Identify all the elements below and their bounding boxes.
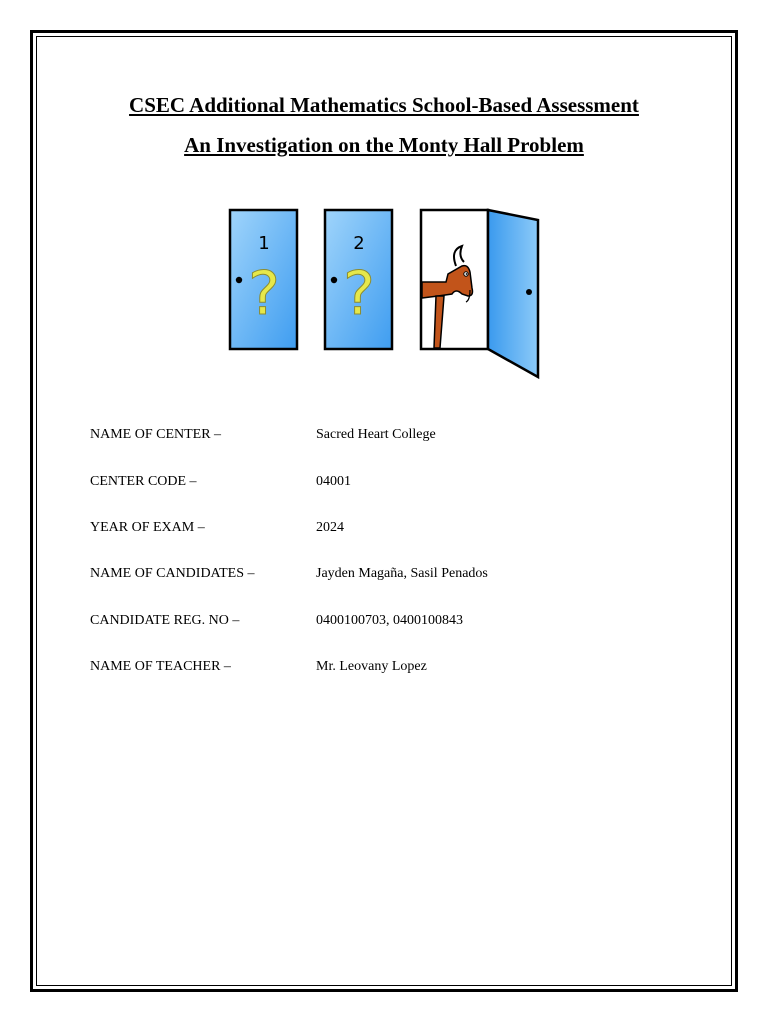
teacher-label: NAME OF TEACHER – bbox=[90, 659, 231, 674]
exam-year-label: YEAR OF EXAM – bbox=[90, 520, 205, 535]
door-2-knob bbox=[331, 277, 337, 283]
center-name-value: Sacred Heart College bbox=[316, 427, 436, 442]
center-code-label: CENTER CODE – bbox=[90, 474, 197, 489]
door-1-number: 1 bbox=[258, 233, 270, 254]
reg-no-value: 0400100703, 0400100843 bbox=[316, 613, 463, 628]
candidates-value: Jayden Magaña, Sasil Penados bbox=[316, 566, 488, 581]
door-2 bbox=[325, 210, 392, 349]
door-1 bbox=[230, 210, 297, 349]
reg-no-label: CANDIDATE REG. NO – bbox=[90, 613, 240, 628]
info-row-exam-year bbox=[90, 520, 690, 540]
center-code-value: 04001 bbox=[316, 474, 351, 489]
center-name-label: NAME OF CENTER – bbox=[90, 427, 222, 442]
info-row-teacher bbox=[90, 659, 690, 679]
info-row-center-code bbox=[90, 474, 690, 494]
door-1-question-mark: ? bbox=[248, 259, 280, 329]
door-2-question-mark: ? bbox=[343, 259, 375, 329]
door-3-open bbox=[421, 210, 538, 377]
info-row-candidates bbox=[90, 566, 690, 586]
document-subtitle: An Investigation on the Monty Hall Problem bbox=[184, 133, 584, 157]
exam-year-value: 2024 bbox=[316, 520, 344, 535]
document-title: CSEC Additional Mathematics School-Based Assessment bbox=[129, 93, 639, 117]
door-3-knob bbox=[526, 289, 532, 295]
page-inner-border bbox=[36, 36, 732, 986]
candidates-label: NAME OF CANDIDATES – bbox=[90, 566, 255, 581]
monty-hall-doors-illustration bbox=[224, 204, 544, 384]
info-row-center-name bbox=[90, 427, 690, 447]
door-1-knob bbox=[236, 277, 242, 283]
teacher-value: Mr. Leovany Lopez bbox=[316, 659, 427, 674]
door-2-number: 2 bbox=[353, 233, 365, 254]
info-row-reg-no bbox=[90, 613, 690, 633]
